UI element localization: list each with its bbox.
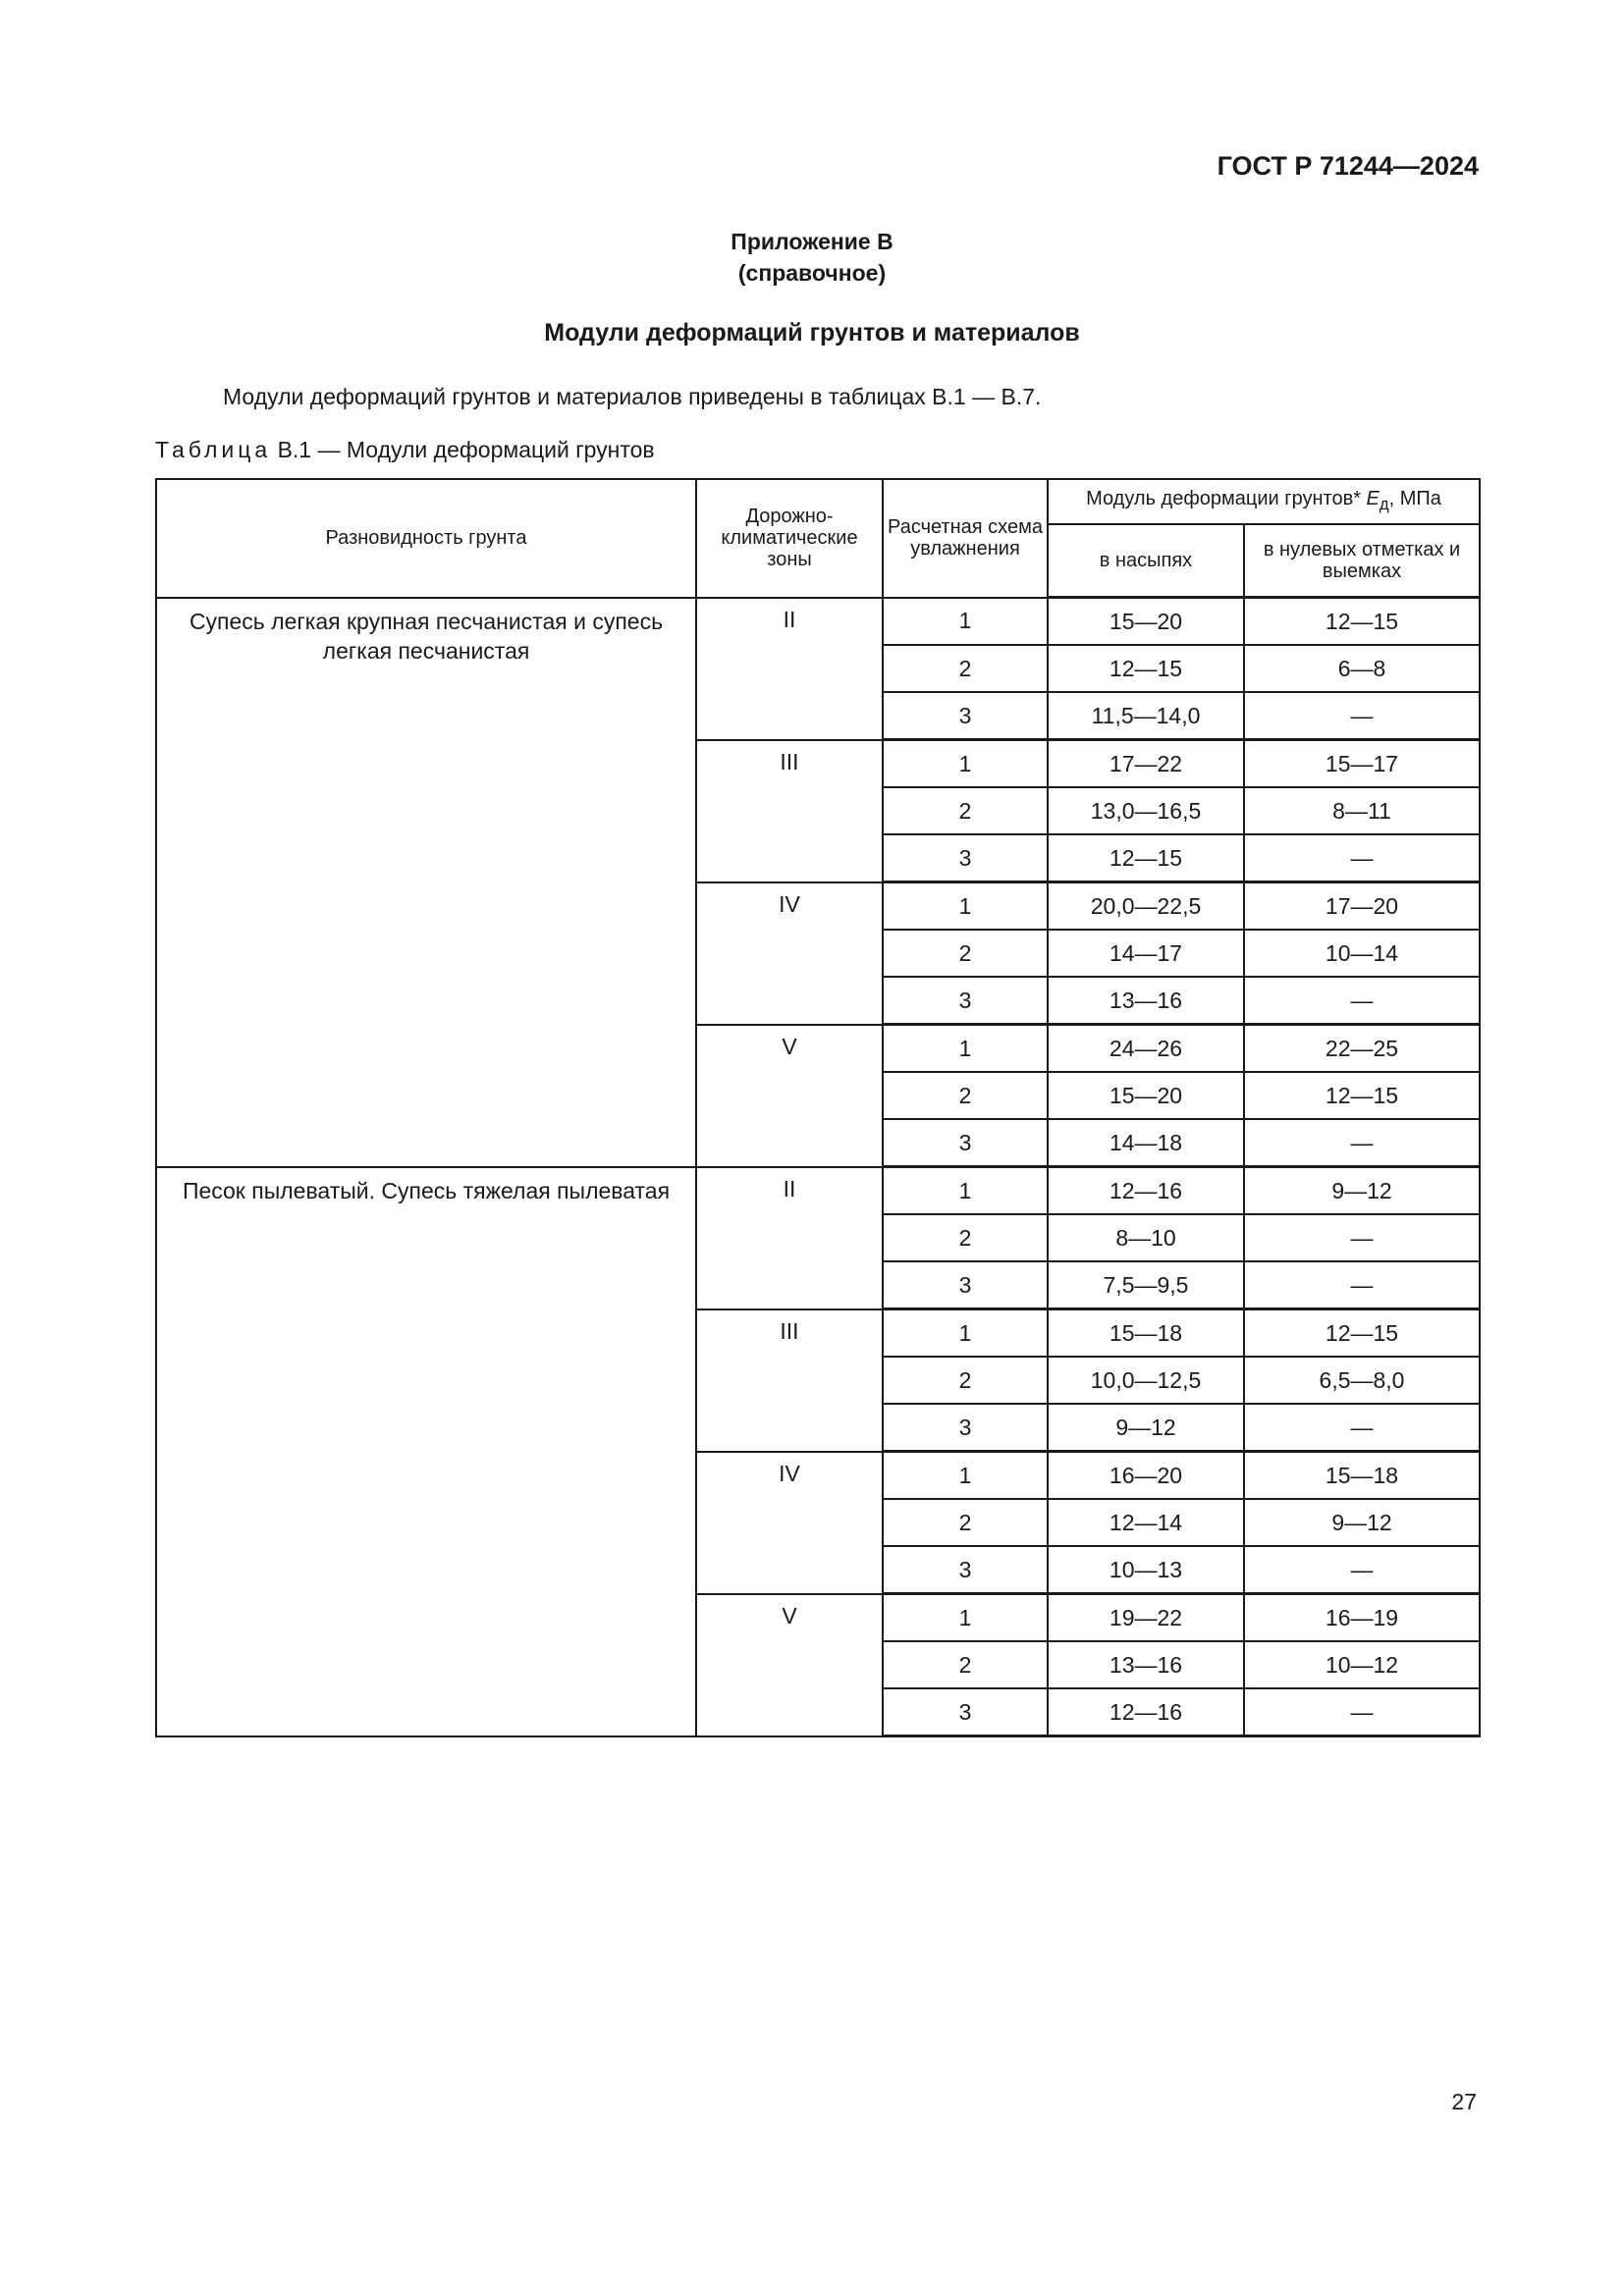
embankment-modulus-cell: 10—13 xyxy=(1048,1546,1244,1594)
cut-modulus-cell: — xyxy=(1244,834,1480,882)
embankment-modulus-cell: 13,0—16,5 xyxy=(1048,787,1244,834)
embankment-modulus-cell: 14—17 xyxy=(1048,930,1244,977)
climate-zone-cell: II xyxy=(696,598,883,740)
embankment-modulus-cell: 10,0—12,5 xyxy=(1048,1357,1244,1404)
moisture-scheme-cell: 2 xyxy=(883,787,1048,834)
table-caption xyxy=(155,437,655,463)
cut-modulus-cell: 10—12 xyxy=(1244,1641,1480,1688)
climate-zone-cell: III xyxy=(696,1309,883,1452)
embankment-modulus-cell: 14—18 xyxy=(1048,1119,1244,1167)
embankment-modulus-cell: 19—22 xyxy=(1048,1594,1244,1642)
header-modulus-subscript: д xyxy=(1379,495,1389,513)
climate-zone-cell: III xyxy=(696,740,883,882)
moisture-scheme-cell: 1 xyxy=(883,882,1048,931)
cut-modulus-cell: 12—15 xyxy=(1244,598,1480,646)
moisture-scheme-cell: 2 xyxy=(883,645,1048,692)
header-modulus-group xyxy=(1048,479,1480,524)
section-title: Модули деформаций грунтов и материалов xyxy=(544,319,1080,347)
embankment-modulus-cell: 12—15 xyxy=(1048,645,1244,692)
table-caption-prefix: Таблица xyxy=(155,437,272,462)
moisture-scheme-cell: 2 xyxy=(883,1499,1048,1546)
embankment-modulus-cell: 12—16 xyxy=(1048,1167,1244,1215)
embankment-modulus-cell: 11,5—14,0 xyxy=(1048,692,1244,740)
embankment-modulus-cell: 9—12 xyxy=(1048,1404,1244,1452)
embankment-modulus-cell: 7,5—9,5 xyxy=(1048,1261,1244,1309)
cut-modulus-cell: 9—12 xyxy=(1244,1167,1480,1215)
cut-modulus-cell: 8—11 xyxy=(1244,787,1480,834)
moisture-scheme-cell: 1 xyxy=(883,1452,1048,1500)
embankment-modulus-cell: 15—20 xyxy=(1048,1072,1244,1119)
table-row xyxy=(156,598,1480,646)
header-modulus-symbol: E xyxy=(1366,488,1380,509)
moisture-scheme-cell: 2 xyxy=(883,930,1048,977)
embankment-modulus-cell: 15—18 xyxy=(1048,1309,1244,1358)
climate-zone-cell: IV xyxy=(696,1452,883,1594)
moisture-scheme-cell: 1 xyxy=(883,1309,1048,1358)
moisture-scheme-cell: 1 xyxy=(883,598,1048,646)
appendix-heading xyxy=(0,226,1624,289)
cut-modulus-cell: 12—15 xyxy=(1244,1309,1480,1358)
embankment-modulus-cell: 12—14 xyxy=(1048,1499,1244,1546)
moisture-scheme-cell: 2 xyxy=(883,1214,1048,1261)
cut-modulus-cell: — xyxy=(1244,1119,1480,1167)
soil-type-cell: Песок пылеватый. Супесь тяжелая пылеватая xyxy=(156,1167,696,1736)
climate-zone-cell: V xyxy=(696,1025,883,1167)
moisture-scheme-cell: 3 xyxy=(883,1546,1048,1594)
embankment-modulus-cell: 12—16 xyxy=(1048,1688,1244,1736)
climate-zone-cell: V xyxy=(696,1594,883,1736)
moisture-scheme-cell: 1 xyxy=(883,1594,1048,1642)
embankment-modulus-cell: 15—20 xyxy=(1048,598,1244,646)
cut-modulus-cell: 16—19 xyxy=(1244,1594,1480,1642)
header-modulus-prefix: Модуль деформации грунтов* xyxy=(1086,488,1367,509)
cut-modulus-cell: — xyxy=(1244,1688,1480,1736)
appendix-type: (справочное) xyxy=(737,260,887,286)
moisture-scheme-cell: 3 xyxy=(883,834,1048,882)
cut-modulus-cell: 15—17 xyxy=(1244,740,1480,788)
moisture-scheme-cell: 3 xyxy=(883,977,1048,1025)
cut-modulus-cell: — xyxy=(1244,1214,1480,1261)
cut-modulus-cell: 15—18 xyxy=(1244,1452,1480,1500)
moisture-scheme-cell: 1 xyxy=(883,740,1048,788)
moisture-scheme-cell: 3 xyxy=(883,1119,1048,1167)
cut-modulus-cell: — xyxy=(1244,692,1480,740)
page-number: 27 xyxy=(1451,2089,1477,2114)
embankment-modulus-cell: 17—22 xyxy=(1048,740,1244,788)
header-embankment: в насыпях xyxy=(1048,524,1244,598)
embankment-modulus-cell: 16—20 xyxy=(1048,1452,1244,1500)
header-soil: Разновидность грунта xyxy=(156,479,696,598)
header-scheme: Расчетная схема увлажнения xyxy=(883,479,1048,598)
moisture-scheme-cell: 2 xyxy=(883,1072,1048,1119)
cut-modulus-cell: 22—25 xyxy=(1244,1025,1480,1073)
cut-modulus-cell: 10—14 xyxy=(1244,930,1480,977)
embankment-modulus-cell: 24—26 xyxy=(1048,1025,1244,1073)
header-modulus-suffix: , МПа xyxy=(1388,488,1441,509)
moisture-scheme-cell: 2 xyxy=(883,1641,1048,1688)
embankment-modulus-cell: 8—10 xyxy=(1048,1214,1244,1261)
moisture-scheme-cell: 3 xyxy=(883,1261,1048,1309)
moisture-scheme-cell: 1 xyxy=(883,1025,1048,1073)
embankment-modulus-cell: 20,0—22,5 xyxy=(1048,882,1244,931)
cut-modulus-cell: 6,5—8,0 xyxy=(1244,1357,1480,1404)
climate-zone-cell: II xyxy=(696,1167,883,1309)
appendix-label: Приложение В xyxy=(731,229,893,254)
embankment-modulus-cell: 12—15 xyxy=(1048,834,1244,882)
embankment-modulus-cell: 13—16 xyxy=(1048,1641,1244,1688)
moisture-scheme-cell: 3 xyxy=(883,692,1048,740)
table-row xyxy=(156,1167,1480,1215)
moisture-scheme-cell: 1 xyxy=(883,1167,1048,1215)
table-body xyxy=(156,598,1480,1736)
cut-modulus-cell: — xyxy=(1244,1404,1480,1452)
cut-modulus-cell: — xyxy=(1244,1261,1480,1309)
embankment-modulus-cell: 13—16 xyxy=(1048,977,1244,1025)
intro-paragraph: Модули деформаций грунтов и материалов приведены в таблицах В.1 — В.7. xyxy=(223,384,1042,409)
deformation-modulus-table xyxy=(155,478,1481,1737)
document-code: ГОСТ Р 71244—2024 xyxy=(1217,151,1479,181)
cut-modulus-cell: 17—20 xyxy=(1244,882,1480,931)
table-caption-text: В.1 — Модули деформаций грунтов xyxy=(277,437,655,462)
cut-modulus-cell: 9—12 xyxy=(1244,1499,1480,1546)
moisture-scheme-cell: 3 xyxy=(883,1688,1048,1736)
cut-modulus-cell: — xyxy=(1244,977,1480,1025)
header-zones: Дорожно-климатические зоны xyxy=(696,479,883,598)
cut-modulus-cell: 12—15 xyxy=(1244,1072,1480,1119)
moisture-scheme-cell: 2 xyxy=(883,1357,1048,1404)
header-cut: в нулевых отметках и выемках xyxy=(1244,524,1480,598)
climate-zone-cell: IV xyxy=(696,882,883,1025)
moisture-scheme-cell: 3 xyxy=(883,1404,1048,1452)
cut-modulus-cell: — xyxy=(1244,1546,1480,1594)
soil-type-cell: Супесь легкая крупная песчанистая и супесь легкая песчанистая xyxy=(156,598,696,1167)
cut-modulus-cell: 6—8 xyxy=(1244,645,1480,692)
